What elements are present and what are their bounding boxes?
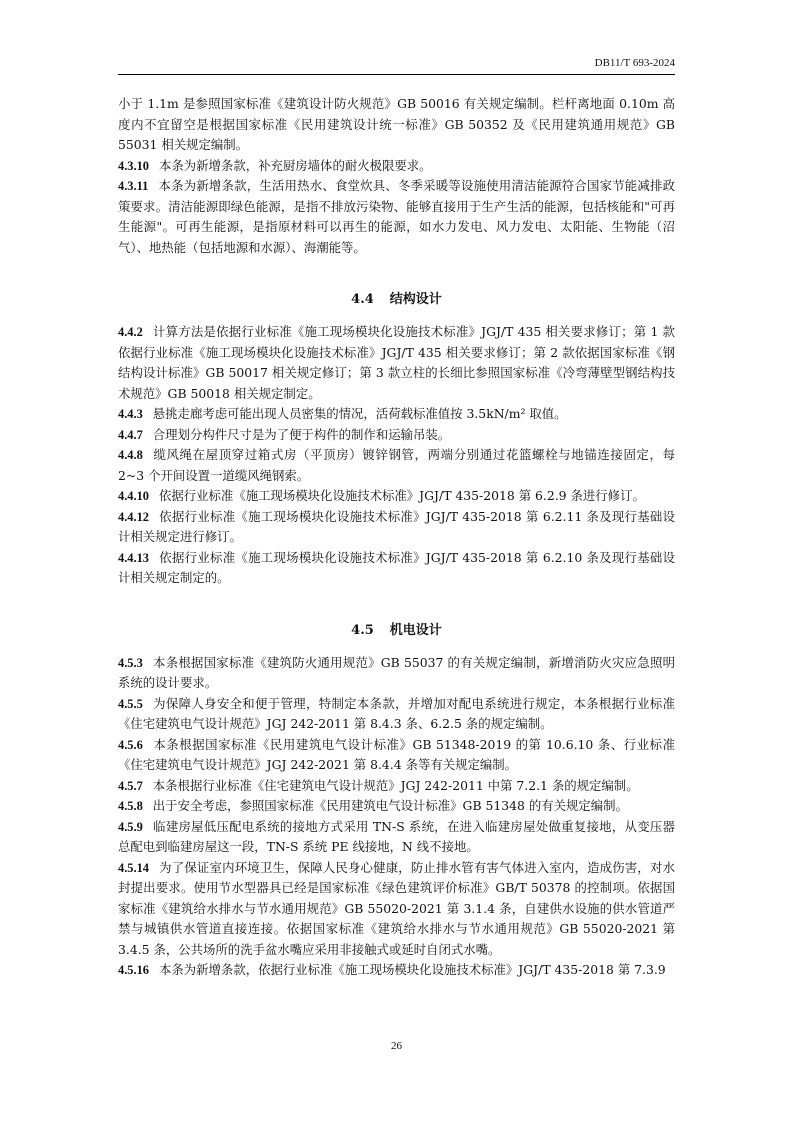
clause-number: 4.4.10 (118, 489, 149, 503)
clause-text: 为了保证室内环境卫生，保障人民身心健康，防止排水管有害气体进入室内，造成伤害，对水封提出要求。使用节水型器具已经是国家标准《绿色建筑评价标准》GB/T 50378 的控制项。依据国家标准《建筑给水排水与节水通用规范》GB 55020-2021 第 3.1.4 条，自建供水设施的供水管道严禁与城镇供水管道直接连接。依据国家标准《建筑给水排水与节水通用规范》GB 55020-2021 第 3.4.5 条，公共场所的洗手盆水嘴应采用非接触式或延时自闭式水嘴。 (118, 859, 675, 957)
clause-text: 本条为新增条款，依据行业标准《施工现场模块化设施技术标准》JGJ/T 435-2018 第 7.3.9 (158, 962, 666, 977)
clause-number: 4.5.5 (118, 696, 143, 711)
clause-4-3-11 (118, 176, 675, 258)
clause-text: 计算方法是依据行业标准《施工现场模块化设施技术标准》JGJ/T 435 相关要求修订；第 1 款依据行业标准《施工现场模块化设施技术标准》JGJ/T 435 相关要求修订；第 2 款依据国家标准《钢结构设计标准》GB 50017 相关规定修订；第 3 款立柱的长细比参照国家标准《冷弯薄壁型钢结构技术规范》GB 50018 相关规定制定。 (118, 324, 675, 401)
clause-number: 4.5.6 (118, 737, 143, 752)
clause-4-5-8 (118, 796, 675, 817)
clause-number: 4.3.10 (118, 158, 149, 173)
clause-text: 依据行业标准《施工现场模块化设施技术标准》JGJ/T 435-2018 第 6.2.10 条及现行基础设计相关规定制定的。 (118, 549, 675, 585)
clause-text: 临建房屋低压配电系统的接地方式采用 TN-S 系统，在进入临建房屋处做重复接地，从变压器总配电到临建房屋这一段，TN-S 系统 PE 线接地，N 线不接地。 (118, 818, 675, 854)
clause-4-4-8 (118, 445, 675, 486)
clause-4-5-6 (118, 735, 675, 776)
clause-4-5-14 (118, 858, 675, 961)
clause-text: 本条为新增条款，补充厨房墙体的耐火极限要求。 (158, 157, 432, 173)
clause-number: 4.5.8 (118, 799, 143, 813)
clause-text: 本条根据行业标准《住宅建筑电气设计规范》JGJ 242-2011 中第 7.2.1 条的规定编制。 (152, 777, 639, 793)
clause-4-5-9 (118, 817, 675, 858)
clause-number: 4.4.7 (118, 427, 143, 442)
document-code: DB11/T 693-2024 (594, 57, 675, 69)
clause-4-5-5 (118, 694, 675, 735)
section-number: 4.4 (351, 292, 374, 307)
intro-paragraph: 小于 1.1m 是参照国家标准《建筑设计防火规范》GB 50016 有关规定编制。栏杆离地面 0.10m 高度内不宜留空是根据国家标准《民用建筑设计统一标准》GB 50352 及《民用建筑通用规范》GB 55031 相关规定编制。 (118, 96, 675, 152)
section-heading-4-4 (118, 290, 675, 310)
clause-number: 4.4.2 (118, 325, 143, 339)
section-title-text: 结构设计 (389, 292, 442, 307)
clause-number: 4.4.8 (118, 448, 143, 462)
clause-text: 本条根据国家标准《建筑防火通用规范》GB 55037 的有关规定编制，新增消防火灾应急照明系统的设计要求。 (118, 654, 675, 690)
clause-text: 依据行业标准《施工现场模块化设施技术标准》JGJ/T 435-2018 第 6.2.9 条进行修订。 (158, 488, 645, 503)
clause-4-4-12 (118, 507, 675, 548)
page-content (118, 94, 675, 981)
clause-4-4-2 (118, 322, 675, 404)
clause-number: 4.5.3 (118, 655, 143, 670)
clause-4-5-7 (118, 776, 675, 797)
clause-text: 本条为新增条款，生活用热水、食堂炊具、冬季采暖等设施使用清洁能源符合国家节能减排政策要求。清洁能源即绿色能源，是指不排放污染物、能够直接用于生产生活的能源，包括核能和"可再生能源"。可再生能源，是指原材料可以再生的能源，如水力发电、风力发电、太阳能、生物能（沼气）、地热能（包括地源和水源）、海潮能等。 (118, 178, 675, 255)
section-heading-4-5 (118, 621, 675, 641)
clause-number: 4.4.12 (118, 509, 149, 524)
clause-number: 4.5.14 (118, 860, 149, 875)
clause-text: 合理划分构件尺寸是为了便于构件的制作和运输吊装。 (152, 426, 451, 442)
page-header (118, 56, 675, 75)
clause-number: 4.4.3 (118, 407, 143, 421)
clause-number: 4.5.9 (118, 819, 143, 834)
clause-4-5-16 (118, 960, 675, 981)
clause-text: 缆风绳在屋顶穿过箱式房（平顶房）镀锌钢管，两端分别通过花篮螺栓与地锚连接固定，每 2~3 个开间设置一道缆风绳钢索。 (118, 447, 675, 483)
clause-text: 依据行业标准《施工现场模块化设施技术标准》JGJ/T 435-2018 第 6.2.11 条及现行基础设计相关规定进行修订。 (118, 508, 675, 544)
clause-text: 本条根据国家标准《民用建筑电气设计标准》GB 51348-2019 的第 10.6.10 条、行业标准《住宅建筑电气设计规范》JGJ 242-2021 第 8.4.4 条等有关规定编制。 (118, 736, 675, 772)
clause-4-4-7 (118, 425, 675, 446)
clause-number: 4.5.7 (118, 778, 143, 793)
clause-number: 4.5.16 (118, 963, 149, 977)
clause-4-3-10 (118, 156, 675, 177)
clause-4-4-10 (118, 486, 675, 507)
section-number: 4.5 (351, 622, 374, 638)
clause-text: 为保障人身安全和便于管理，特制定本条款，并增加对配电系统进行规定，本条根据行业标准《住宅建筑电气设计规范》JGJ 242-2011 第 8.4.3 条、6.2.5 条的规定编制。 (118, 695, 675, 731)
section-title-text: 机电设计 (389, 622, 442, 638)
clause-text: 悬挑走廊考虑可能出现人员密集的情况，活荷载标准值按 3.5kN/m² 取值。 (152, 406, 567, 421)
clause-4-4-13 (118, 548, 675, 589)
page-number: 26 (391, 1040, 402, 1052)
clause-text: 出于安全考虑，参照国家标准《民用建筑电气设计标准》GB 51348 的有关规定编制。 (152, 798, 628, 813)
clause-4-4-3 (118, 404, 675, 425)
clause-number: 4.4.13 (118, 550, 149, 565)
clause-4-5-3 (118, 653, 675, 694)
clause-number: 4.3.11 (118, 179, 149, 193)
